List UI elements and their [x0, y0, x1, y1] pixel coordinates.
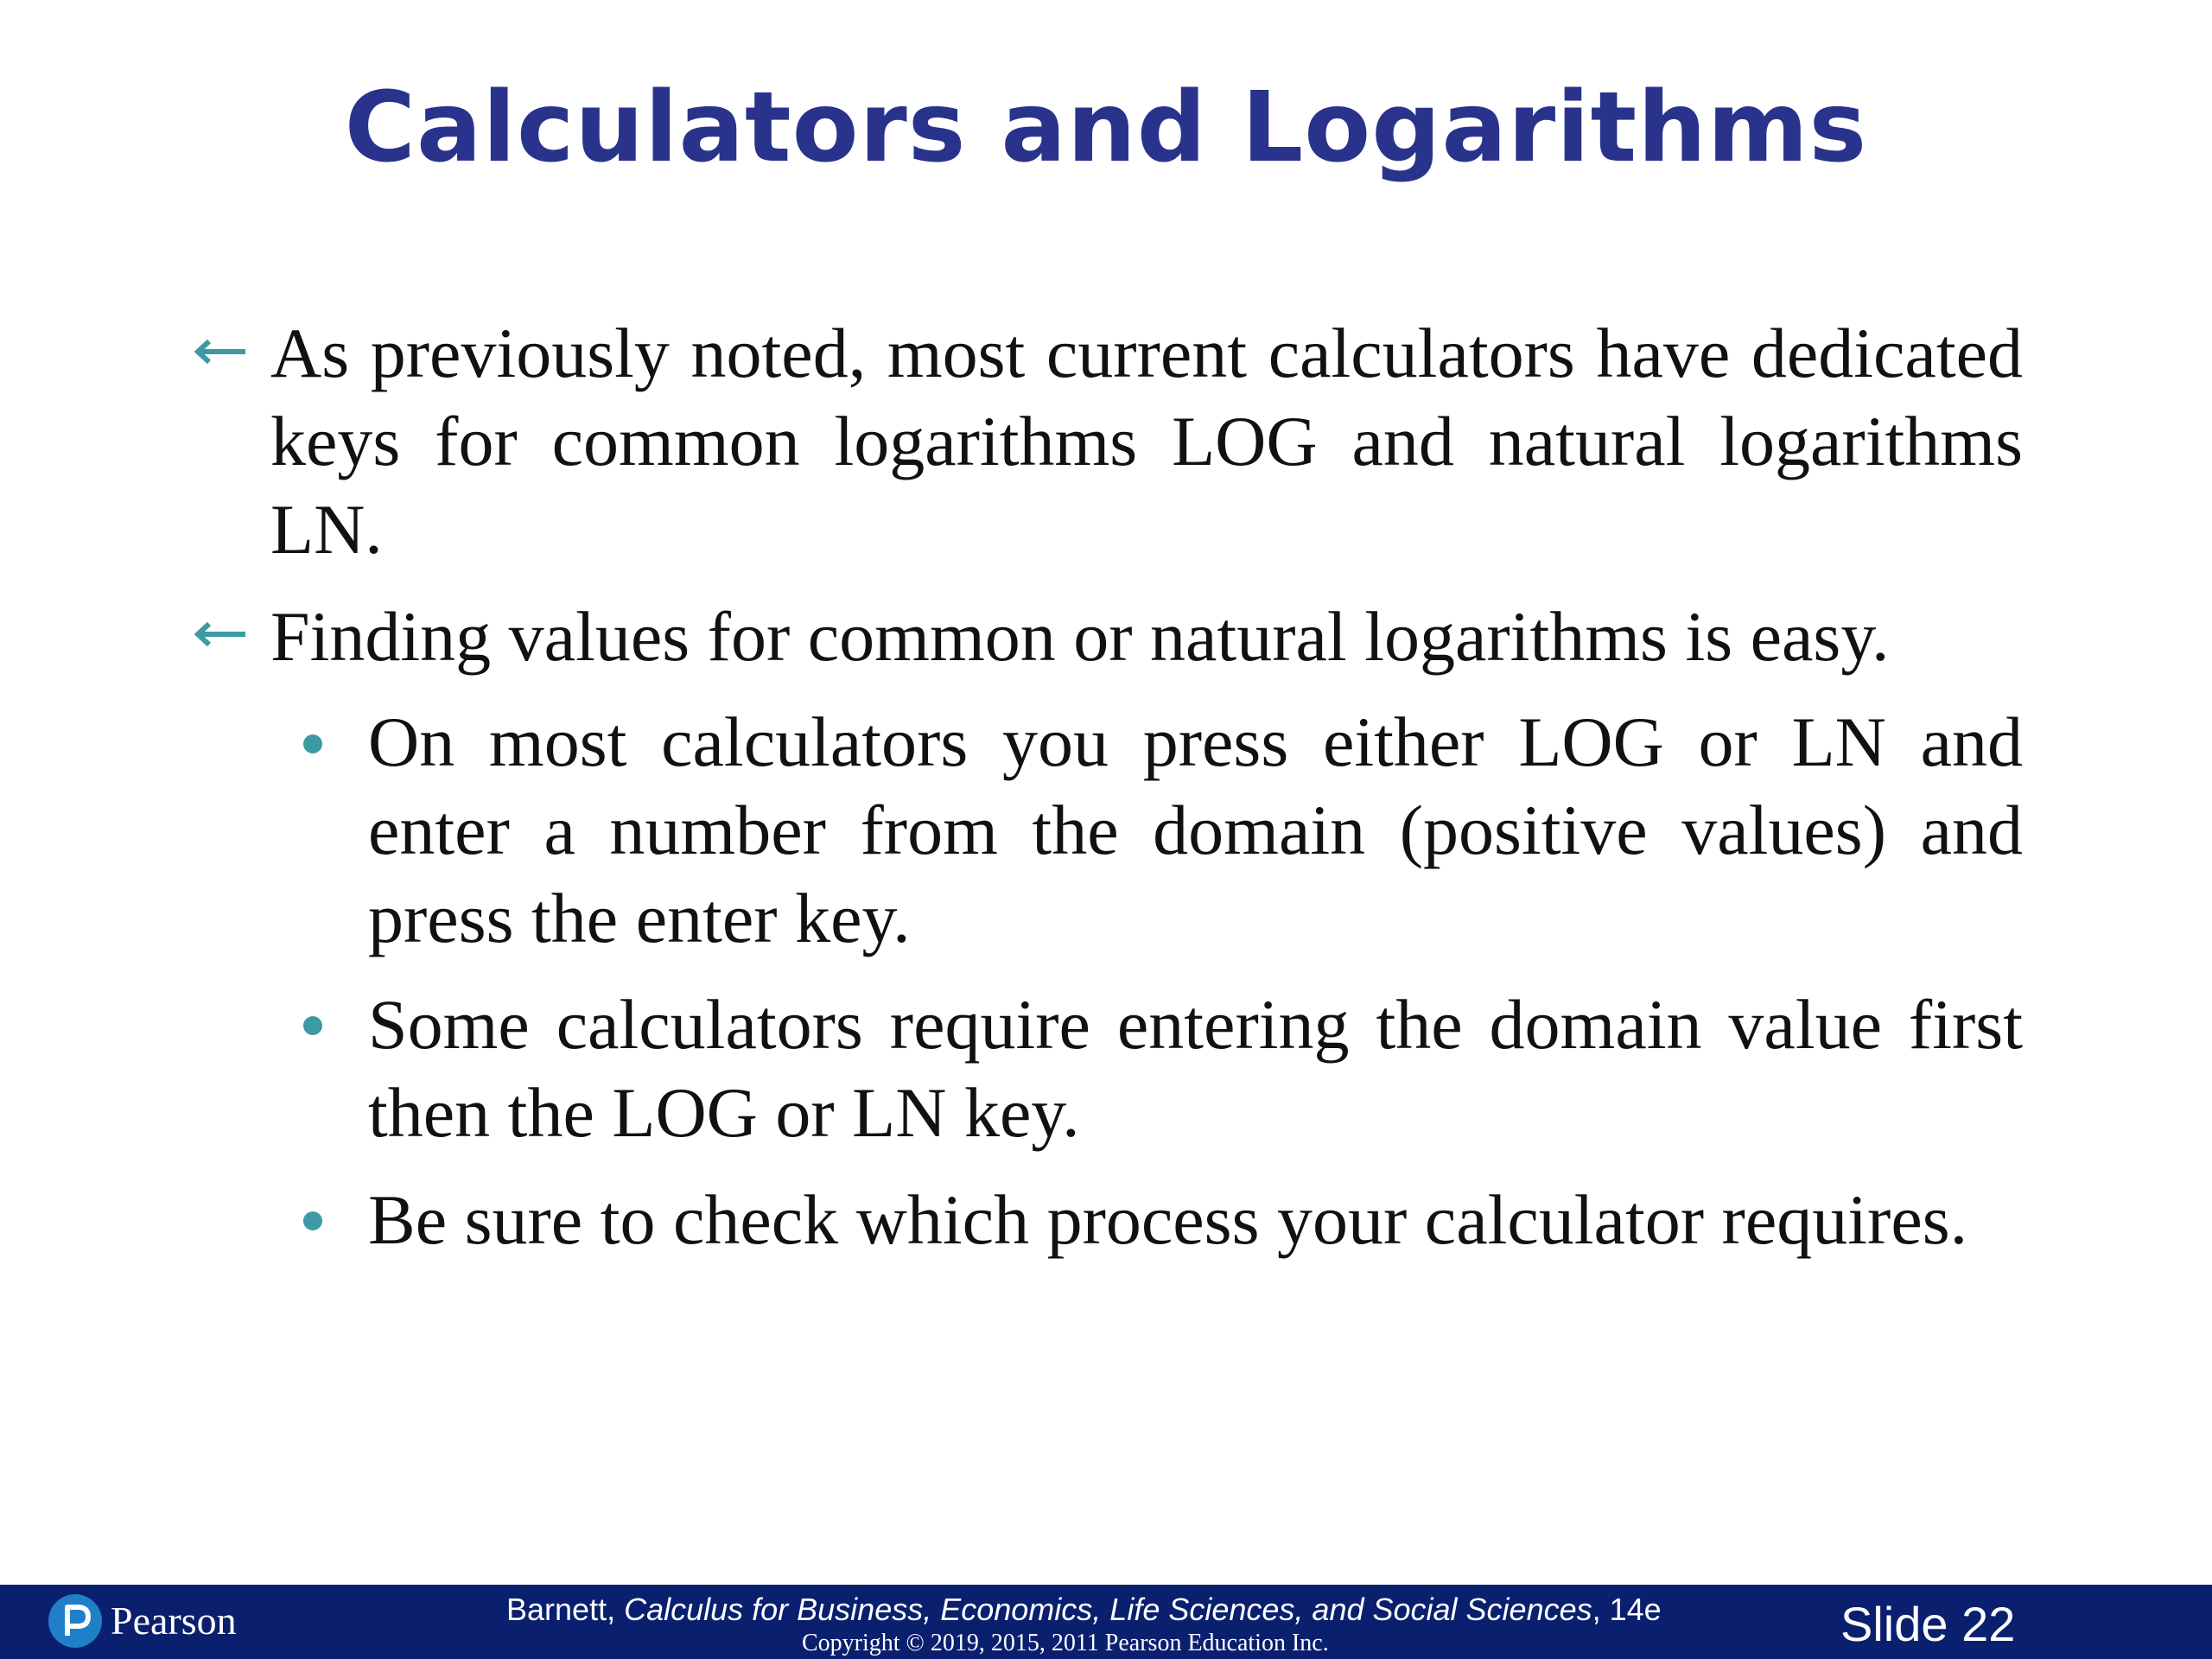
citation-author: Barnett, [506, 1592, 625, 1627]
pearson-logo-icon [48, 1594, 102, 1648]
copyright-notice: Copyright © 2019, 2015, 2011 Pearson Education Inc. [802, 1630, 1329, 1656]
bullet-text: As previously noted, most current calculators have dedicated keys for common logarithms LOG and natural logarithms LN. [270, 314, 2023, 569]
slide-number: Slide 22 [1840, 1597, 2016, 1651]
dot-icon [303, 734, 322, 753]
citation-book-title: Calculus for Business, Economics, Life Sciences, and Social Sciences [624, 1592, 1592, 1627]
book-citation [506, 1592, 1662, 1628]
arrow-left-icon [194, 339, 249, 365]
arrow-left-icon [194, 621, 249, 647]
sub-bullet-text: Be sure to check which process your calculator requires. [368, 1180, 1968, 1259]
slide-title: Calculators and Logarithms [344, 72, 1868, 184]
sub-bullet-text: On most calculators you press either LOG or LN and enter a number from the domain (positive values) and press the enter key. [368, 702, 2023, 957]
footer-bar [0, 1585, 2212, 1659]
sub-bullet-text: Some calculators require entering the domain value first then the LOG or LN key. [368, 985, 2023, 1152]
bullet-text: Finding values for common or natural logarithms is easy. [270, 597, 1890, 676]
dot-icon [303, 1211, 322, 1230]
dot-icon [303, 1016, 322, 1035]
citation-edition: , 14e [1592, 1592, 1662, 1627]
pearson-logo-text: Pearson [111, 1599, 237, 1643]
